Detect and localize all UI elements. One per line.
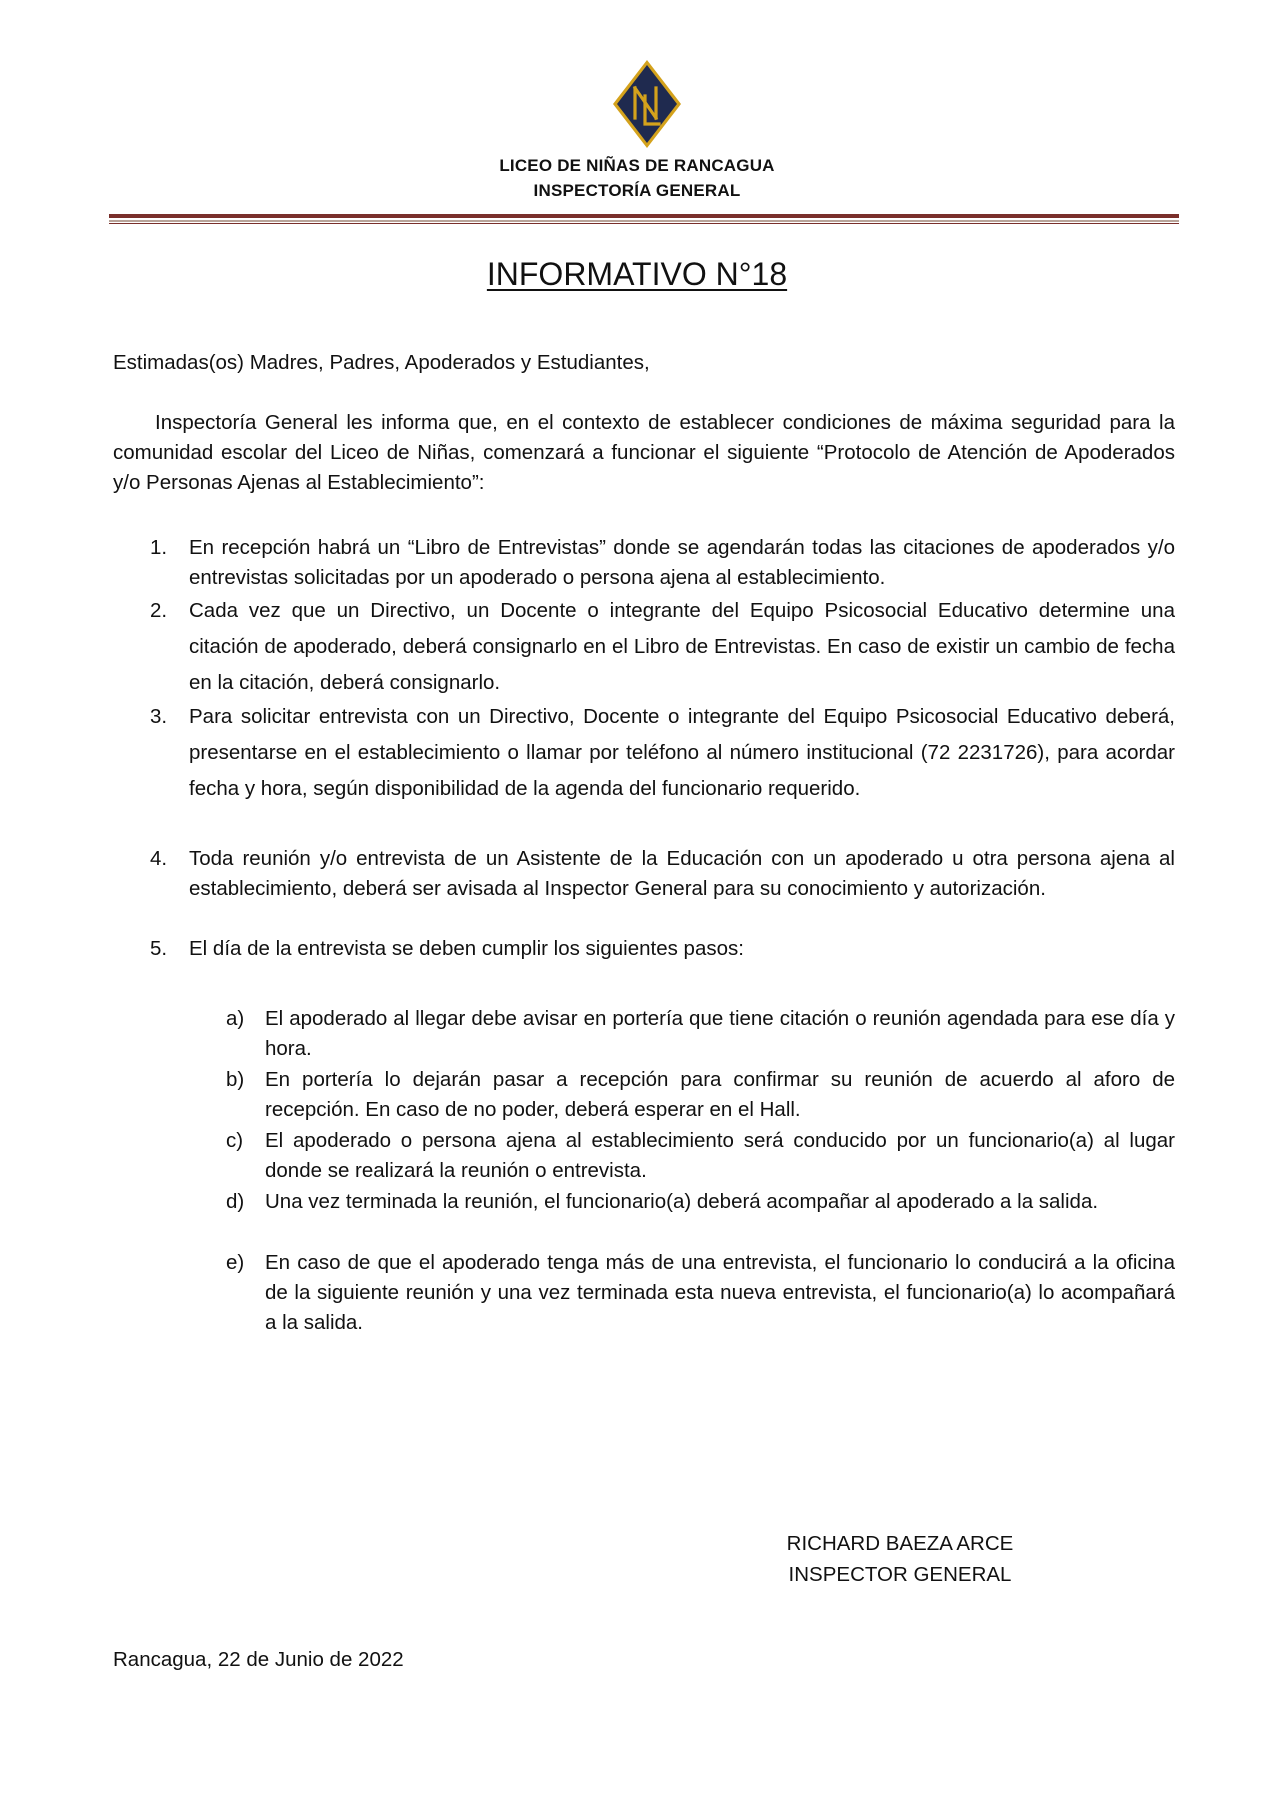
item-text: Toda reunión y/o entrevista de un Asistente de la Educación con un apoderado u otra persona ajena al establecimiento, deberá ser avisada al Inspector General para su conocimiento y autorización. <box>189 847 1175 900</box>
step-text: Una vez terminada la reunión, el funcionario(a) deberá acompañar al apoderado a la salida. <box>265 1190 1099 1213</box>
item-text: Cada vez que un Directivo, un Docente o integrante del Equipo Psicosocial Educativo determine una citación de apoderado, deberá consignarlo en el Libro de Entrevistas. En caso de existir un cambio de fecha en la citación, deberá consignarlo. <box>189 599 1175 694</box>
item-number: 5. <box>150 937 168 960</box>
item-text: El día de la entrevista se deben cumplir los siguientes pasos: <box>189 937 744 960</box>
signatory-role: INSPECTOR GENERAL <box>788 1563 1012 1586</box>
step-letter: d) <box>226 1190 245 1213</box>
intro-paragraph: Inspectoría General les informa que, en el contexto de establecer condiciones de máxima seguridad para la comunidad escolar del Liceo de Niñas, comenzará a funcionar el siguiente “Protocolo de Atención de Apoderados y/o Personas Ajenas al Establecimiento”: <box>113 411 1175 494</box>
greeting: Estimadas(os) Madres, Padres, Apoderados y Estudiantes, <box>113 351 650 374</box>
step-text: El apoderado o persona ajena al establecimiento será conducido por un funcionario(a) al lugar donde se realizará la reunión o entrevista. <box>265 1129 1175 1182</box>
school-name: LICEO DE NIÑAS DE RANCAGUA <box>499 156 775 175</box>
signatory-name: RICHARD BAEZA ARCE <box>786 1532 1014 1555</box>
step-letter: e) <box>226 1251 245 1274</box>
item-number: 4. <box>150 847 168 870</box>
item-number: 2. <box>150 599 168 622</box>
item-number: 3. <box>150 705 168 728</box>
step-text: El apoderado al llegar debe avisar en portería que tiene citación o reunión agendada para ese día y hora. <box>265 1007 1175 1060</box>
step-text: En portería lo dejarán pasar a recepción para confirmar su reunión de acuerdo al aforo de recepción. En caso de no poder, deberá esperar en el Hall. <box>265 1068 1175 1121</box>
liceo-logo <box>611 58 683 150</box>
item-number: 1. <box>150 536 168 559</box>
item-text: En recepción habrá un “Libro de Entrevistas” donde se agendarán todas las citaciones de apoderados y/o entrevistas solicitadas por un apoderado o persona ajena al establecimiento. <box>189 536 1175 589</box>
header-rule <box>109 214 1179 218</box>
document-date: Rancagua, 22 de Junio de 2022 <box>113 1648 404 1671</box>
header-rule-accent <box>109 220 1179 222</box>
step-letter: a) <box>226 1007 245 1030</box>
document-title: INFORMATIVO N°18 <box>486 256 788 292</box>
department-name: INSPECTORÍA GENERAL <box>533 181 741 200</box>
step-letter: c) <box>226 1129 244 1152</box>
step-text: En caso de que el apoderado tenga más de una entrevista, el funcionario lo conducirá a la oficina de la siguiente reunión y una vez terminada esta nueva entrevista, el funcionario(a) lo acompañará a la salida. <box>265 1251 1175 1334</box>
item-text: Para solicitar entrevista con un Directivo, Docente o integrante del Equipo Psicosocial Educativo deberá, presentarse en el establecimiento o llamar por teléfono al número institucional (72 2231726), para acordar fecha y hora, según disponibilidad de la agenda del funcionario requerido. <box>189 705 1175 800</box>
signature-block <box>760 1528 1040 1590</box>
step-letter: b) <box>226 1068 245 1091</box>
header-rule-thin <box>109 223 1179 224</box>
